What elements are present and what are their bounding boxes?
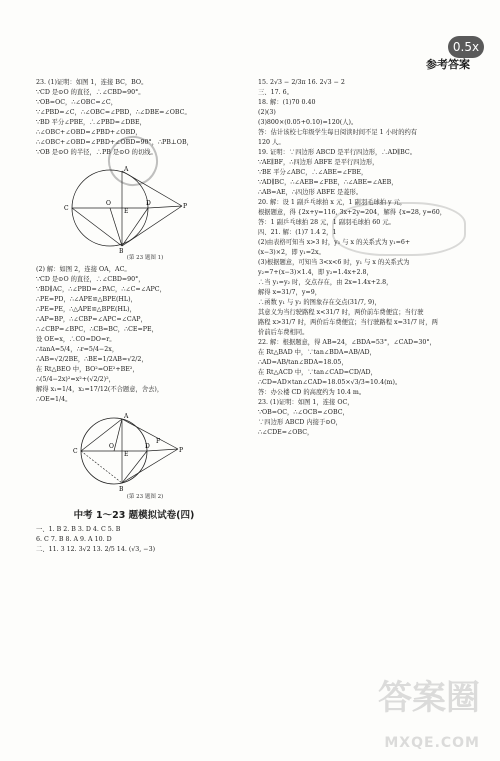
solution-23-part2 bbox=[36, 265, 232, 405]
solution-line: 四、21. 解：(1)7 1.4 2，1 bbox=[258, 229, 337, 236]
answer-line: 6. C 7. B 8. A 9. A 10. D bbox=[36, 536, 112, 544]
solution-line: (2)由表格可知当 x>3 时，y₁ 与 x 的关系式为 y₁=6+ bbox=[258, 239, 411, 246]
solution-line: 23. (1)证明：如图 1，连接 OC， bbox=[258, 399, 354, 406]
circle-diagram-1 bbox=[58, 162, 188, 254]
solution-line: ∵四边形 ABCD 内接于⊙O， bbox=[258, 419, 342, 426]
figure-caption-2: (第 23 题图 2) bbox=[126, 493, 164, 500]
figure-23-2 bbox=[58, 409, 232, 502]
figure-caption-1: (第 23 题图 1) bbox=[126, 255, 164, 261]
solution-line: ∵OB 是⊙O 的半径，∴PB 是⊙O 的切线。 bbox=[36, 149, 157, 156]
solution-line: ∵AE∥BF，∴四边形 ABFE 是平行四边形， bbox=[258, 159, 379, 166]
label-B: B bbox=[119, 485, 124, 493]
solution-line: ∵BD∥AC，∴∠PBD=∠PAC，∴∠C=∠APC， bbox=[36, 285, 166, 293]
solution-line: ∴∠OBC+∠OBD=∠PBD+∠OBD， bbox=[36, 129, 142, 136]
solution-line: ∴AD=AB/tan∠BDA≈18.05， bbox=[258, 359, 348, 366]
solution-line: 答：估计该校七年级学生每日阅读时间不足 1 小时的约有 bbox=[258, 129, 418, 136]
solution-line: (x−3)×2，即 y₁=2x。 bbox=[258, 249, 325, 256]
solution-line: ∵OB=OC，∴∠OBC=∠C， bbox=[36, 99, 118, 106]
label-A: A bbox=[124, 166, 129, 173]
solution-line: ∴∠OBC+∠OBD=∠PBD+∠OBD=90°，∴PB⊥OB， bbox=[36, 139, 193, 146]
label-P: P bbox=[179, 446, 184, 454]
solution-line: (3)800×(0.05+0.10)=120(人)。 bbox=[258, 119, 358, 126]
solution-line: 价前后车费相同。 bbox=[258, 329, 309, 336]
solution-line: 其意义为当行驶路程 x<31/7 时，两价前车费便宜；当行驶 bbox=[258, 309, 424, 316]
solution-line: (3)根据题意，可知当 3<x<6 时，y₁ 与 x 的关系式为 bbox=[258, 259, 410, 266]
label-B: B bbox=[119, 248, 124, 254]
label-C: C bbox=[73, 447, 78, 455]
solution-line: ∴AB=√2/2BE，∴BE=1/2AB=√2/2， bbox=[36, 355, 148, 363]
zoom-badge[interactable]: 0.5x bbox=[448, 36, 484, 58]
page-header: 参考答案 bbox=[426, 58, 470, 71]
solution-line: 根据题意，得 {2x+y=116, 3x+2y=204，解得 {x=28, y=60， bbox=[258, 209, 447, 216]
solution-line: 22. 解：根据题意，得 AB=24，∠BDA=53°，∠CAD=30°， bbox=[258, 339, 436, 346]
solution-line: (2) 解：如图 2，连接 OA，AC。 bbox=[36, 265, 131, 273]
solution-line: ∴PE=PE，∴△APE≌△BPE(HL)， bbox=[36, 305, 136, 313]
solution-line: 设 OE=x，∴CO=DO=r。 bbox=[36, 335, 116, 343]
solution-line: (2)(3) bbox=[258, 109, 276, 116]
solution-line: 在 Rt△BAD 中，∵tan∠BDA=AB/AD， bbox=[258, 349, 376, 356]
solution-line: 答：办公楼 CD 的高度约为 10.4 m。 bbox=[258, 389, 366, 396]
figure-23-1 bbox=[58, 162, 232, 263]
label-D: D bbox=[145, 442, 150, 450]
solution-line: ∴CD=AD×tan∠CAD≈18.05×√3/3≈10.4(m)。 bbox=[258, 379, 402, 386]
solution-line: ∴(5/4−2x)²=x²+(√2/2)²， bbox=[36, 375, 115, 383]
left-column bbox=[36, 78, 232, 555]
label-O: O bbox=[106, 200, 111, 207]
solution-line: ∴∠CDE=∠OBC， bbox=[258, 429, 314, 436]
solution-line: 19. 证明：∵四边形 ABCD 是平行四边形，∴AD∥BC。 bbox=[258, 149, 416, 156]
solution-line: 解得 x=31/7，y=9， bbox=[258, 289, 321, 296]
solution-line: ∴AB=AE，∴四边形 ABFE 是菱形。 bbox=[258, 189, 363, 196]
solution-line: 18. 解：(1)70 0.40 bbox=[258, 99, 316, 106]
solution-line: ∵CD 是⊙O 的直径，∴∠CBD=90°。 bbox=[36, 89, 145, 96]
solution-line: ∴函数 y₁ 与 y₂ 的图象存在交点(31/7, 9)， bbox=[258, 299, 381, 306]
solution-line: y₂=7+(x−3)×1.4，即 y₂=1.4x+2.8， bbox=[258, 269, 373, 276]
solution-line: 三、17. 6。 bbox=[258, 89, 293, 96]
solution-line: ∵∠PBD=∠C，∴∠OBC=∠PBD，∴∠DBE=∠OBC。 bbox=[36, 109, 191, 116]
right-column bbox=[258, 78, 464, 438]
solution-line: ∵OB=OC，∴∠OCB=∠OBC， bbox=[258, 409, 349, 416]
solution-line: 120 人。 bbox=[258, 139, 285, 146]
circle-diagram-2 bbox=[58, 409, 188, 493]
label-P: P bbox=[183, 203, 188, 210]
solution-line: 20. 解：设 1 副乒乓球拍 x 元，1 副羽毛球拍 y 元， bbox=[258, 199, 407, 206]
solution-line: 15. 2√3 − 2/3π 16. 2√3 − 2 bbox=[258, 79, 345, 86]
solution-line: ∴PE=PD，∴∠APE≌△BPE(HL)， bbox=[36, 295, 137, 303]
watermark-url: MXQE.COM bbox=[384, 735, 480, 751]
solution-line: 答：1 副乒乓球拍 28 元，1 副羽毛球拍 60 元。 bbox=[258, 219, 395, 226]
answer-line: 一、1. B 2. B 3. D 4. C 5. B bbox=[36, 526, 121, 534]
solution-line: 路程 x>31/7 时，两价后车费便宜；当行驶路程 x=31/7 时，两 bbox=[258, 319, 438, 326]
label-A: A bbox=[124, 412, 129, 420]
label-C: C bbox=[64, 205, 69, 212]
solution-line: ∵AD∥BC，∴∠AEB=∠FBE，∴∠ABE=∠AEB， bbox=[258, 179, 398, 186]
solution-line: 23. (1)证明：如图 1，连接 BC，BO。 bbox=[36, 79, 148, 86]
solution-line: ∴∠CBP=∠BPC，∴CB=BC，∴CE=PE， bbox=[36, 325, 158, 333]
solutions-15-23 bbox=[258, 78, 464, 438]
solution-line: 解得 x₁=1/4，x₂=17/12(不合题意，舍去)， bbox=[36, 385, 164, 393]
solution-line: ∴AP=BP，∴∠CBP=∠APC=∠CAP， bbox=[36, 315, 147, 323]
solution-line: ∴OE=1/4。 bbox=[36, 395, 72, 403]
solution-line: ∴tanA=5/4，∴r=5/4−2x， bbox=[36, 345, 119, 353]
solution-line: 在 Rt△BEO 中，BO²=OE²+BE²， bbox=[36, 365, 139, 373]
solution-23-part1 bbox=[36, 78, 232, 158]
label-E: E bbox=[124, 450, 129, 458]
solution-line: ∵BD 平分∠PBE，∴∠PBD=∠DBE， bbox=[36, 119, 146, 126]
answer-line: 二、11. 3 12. 3√2 13. 2/5 14. (√3, −3) bbox=[36, 546, 156, 554]
solution-line: ∵BE 平分∠ABC，∴∠ABE=∠FBE， bbox=[258, 169, 368, 176]
label-E: E bbox=[124, 208, 129, 215]
solution-line: 在 Rt△ACD 中，∵tan∠CAD=CD/AD， bbox=[258, 369, 377, 376]
label-O: O bbox=[109, 442, 114, 450]
solution-line: ∵CD 是⊙O 的直径，∴∠CBD=90°， bbox=[36, 275, 145, 283]
solution-line: ∴当 y₁=y₂ 时，交点存在，由 2x=1.4x+2.8， bbox=[258, 279, 393, 286]
choice-answers bbox=[36, 525, 232, 555]
watermark-logo: 答案圈 bbox=[378, 678, 480, 718]
label-F: F bbox=[156, 437, 161, 445]
label-D: D bbox=[146, 200, 151, 207]
section-title: 中考 1～23 题模拟试卷(四) bbox=[73, 510, 195, 522]
